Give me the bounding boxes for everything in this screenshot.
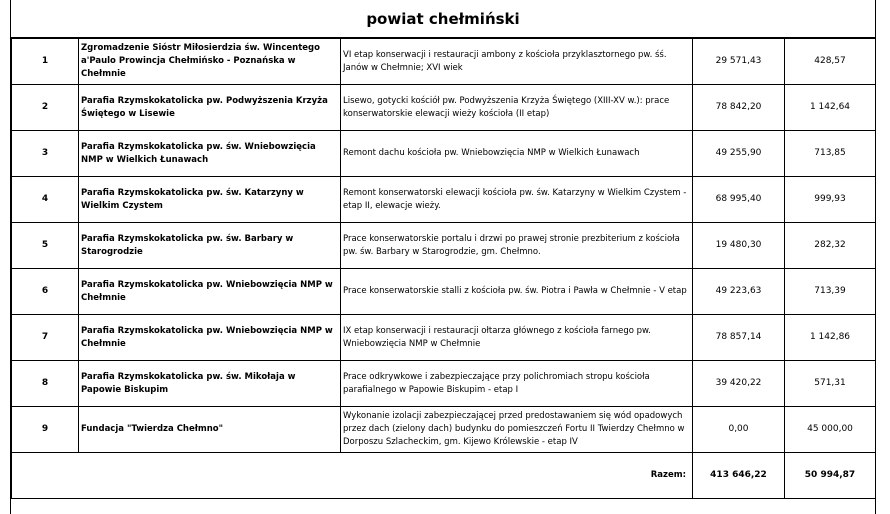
document-sheet	[10, 0, 876, 514]
subsidy-amount: 713,85	[785, 131, 876, 177]
row-number: 8	[12, 361, 79, 407]
row-number: 1	[12, 39, 79, 85]
project-description: Remont dachu kościoła pw. Wniebowzięcia NMP w Wielkich Łunawach	[341, 131, 693, 177]
organization-name: Parafia Rzymskokatolicka pw. Podwyższenia Krzyża Świętego w Lisewie	[79, 85, 341, 131]
grants-table-body	[12, 39, 876, 499]
project-amount: 78 842,20	[693, 85, 785, 131]
organization-name: Zgromadzenie Sióstr Miłosierdzia św. Wincentego a'Paulo Prowincja Chełmińsko - Poznańska w Chełmnie	[79, 39, 341, 85]
project-description: Prace konserwatorskie stalli z kościoła pw. św. Piotra i Pawła w Chełmnie - V etap	[341, 269, 693, 315]
table-row	[12, 131, 876, 177]
project-amount: 19 480,30	[693, 223, 785, 269]
project-description: Prace odkrywkowe i zabezpieczające przy polichromiach stropu kościoła parafialnego w Papowie Biskupim - etap I	[341, 361, 693, 407]
project-amount: 68 995,40	[693, 177, 785, 223]
row-number: 7	[12, 315, 79, 361]
total-row	[12, 453, 876, 499]
subsidy-amount: 1 142,86	[785, 315, 876, 361]
row-number: 5	[12, 223, 79, 269]
project-amount: 0,00	[693, 407, 785, 453]
project-description: Remont konserwatorski elewacji kościoła pw. św. Katarzyny w Wielkim Czystem - etap II, elewacje wieży.	[341, 177, 693, 223]
organization-name: Parafia Rzymskokatolicka pw. św. Mikołaja w Papowie Biskupim	[79, 361, 341, 407]
row-number: 9	[12, 407, 79, 453]
grants-table	[11, 38, 876, 499]
subsidy-amount: 713,39	[785, 269, 876, 315]
row-number: 2	[12, 85, 79, 131]
total-subsidy: 50 994,87	[785, 453, 876, 499]
table-row	[12, 269, 876, 315]
table-row	[12, 361, 876, 407]
table-row	[12, 177, 876, 223]
table-row	[12, 223, 876, 269]
project-amount: 49 223,63	[693, 269, 785, 315]
organization-name: Parafia Rzymskokatolicka pw. św. Wniebowzięcia NMP w Wielkich Łunawach	[79, 131, 341, 177]
project-description: Wykonanie izolacji zabezpieczającej przed predostawaniem się wód opadowych przez dach (zielony dach) budynku do pomieszczeń Fortu II Twierdzy Chełmno w Dorposzu Szlacheckim, gm. Kijewo Królewskie - etap IV	[341, 407, 693, 453]
organization-name: Parafia Rzymskokatolicka pw. św. Barbary w Starogrodzie	[79, 223, 341, 269]
project-description: Lisewo, gotycki kościół pw. Podwyższenia Krzyża Świętego (XIII-XV w.): prace konserwatorskie elewacji wieży kościoła (II etap)	[341, 85, 693, 131]
table-row	[12, 39, 876, 85]
table-row	[12, 85, 876, 131]
project-amount: 29 571,43	[693, 39, 785, 85]
project-amount: 78 857,14	[693, 315, 785, 361]
organization-name: Parafia Rzymskokatolicka pw. św. Katarzyny w Wielkim Czystem	[79, 177, 341, 223]
row-number: 4	[12, 177, 79, 223]
organization-name: Parafia Rzymskokatolicka pw. Wniebowzięcia NMP w Chełmnie	[79, 269, 341, 315]
subsidy-amount: 282,32	[785, 223, 876, 269]
total-amount: 413 646,22	[693, 453, 785, 499]
organization-name: Parafia Rzymskokatolicka pw. Wniebowzięcia NMP w Chełmnie	[79, 315, 341, 361]
table-row	[12, 315, 876, 361]
project-description: IX etap konserwacji i restauracji ołtarza głównego z kościoła farnego pw. Wniebowzięcia NMP w Chełmnie	[341, 315, 693, 361]
project-amount: 49 255,90	[693, 131, 785, 177]
project-description: VI etap konserwacji i restauracji ambony z kościoła przyklasztornego pw. śś. Janów w Chełmnie; XVI wiek	[341, 39, 693, 85]
table-row	[12, 407, 876, 453]
total-label: Razem:	[12, 453, 693, 499]
subsidy-amount: 45 000,00	[785, 407, 876, 453]
row-number: 3	[12, 131, 79, 177]
row-number: 6	[12, 269, 79, 315]
subsidy-amount: 999,93	[785, 177, 876, 223]
project-description: Prace konserwatorskie portalu i drzwi po prawej stronie prezbiterium z kościoła pw. św. Barbary w Starogrodzie, gm. Chełmno.	[341, 223, 693, 269]
page-title: powiat chełmiński	[11, 0, 875, 38]
subsidy-amount: 571,31	[785, 361, 876, 407]
project-amount: 39 420,22	[693, 361, 785, 407]
subsidy-amount: 1 142,64	[785, 85, 876, 131]
subsidy-amount: 428,57	[785, 39, 876, 85]
organization-name: Fundacja "Twierdza Chełmno"	[79, 407, 341, 453]
